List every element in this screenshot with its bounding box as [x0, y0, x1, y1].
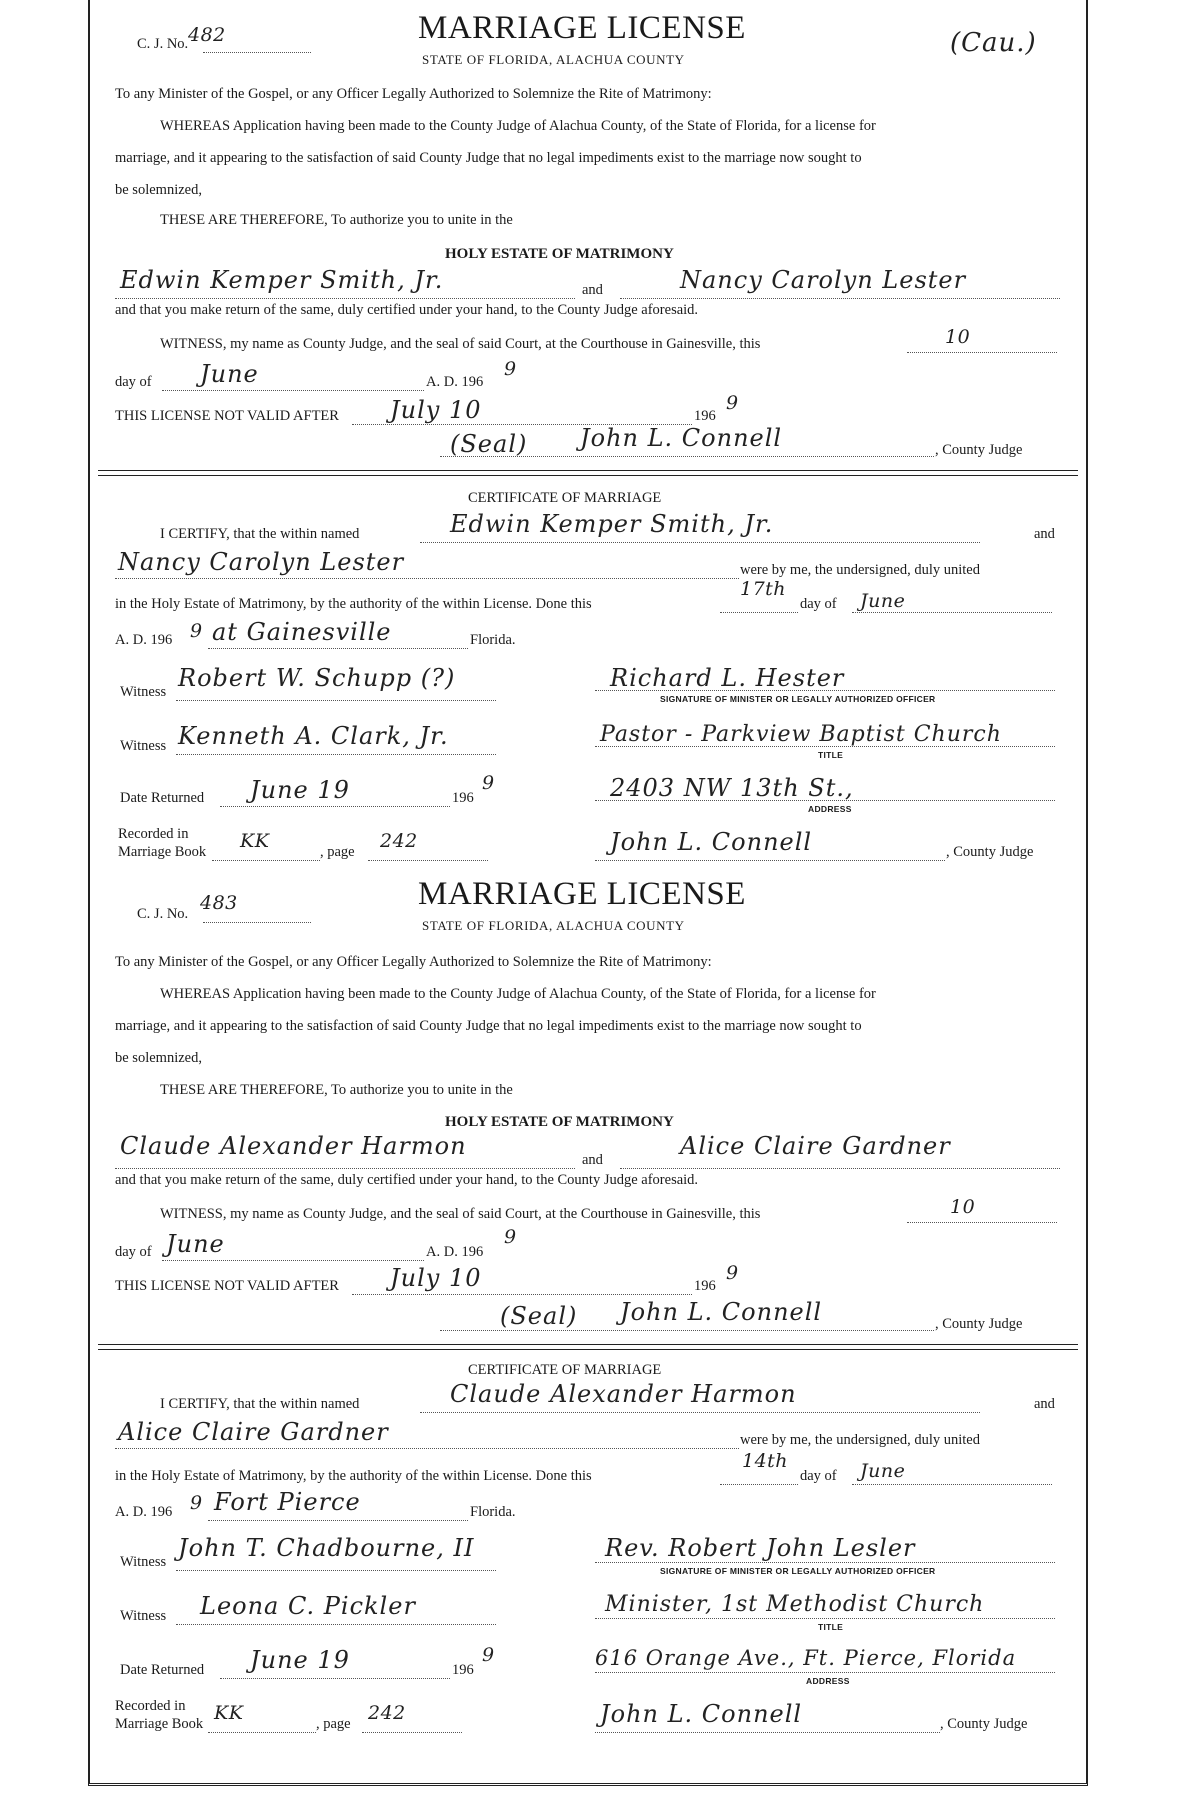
- page-label: , page: [320, 844, 355, 860]
- returned-date: June 19: [250, 776, 350, 804]
- florida-label: Florida.: [470, 1504, 516, 1520]
- officer-label: SIGNATURE OF MINISTER OR LEGALLY AUTHORIZED OFFICER: [660, 1566, 936, 1576]
- recorder-signature: John L. Connell: [610, 828, 813, 856]
- return-line: and that you make return of the same, duly certified under your hand, to the County Judge aforesaid.: [115, 1172, 699, 1188]
- title-label: TITLE: [818, 1622, 844, 1632]
- holy-estate-line: in the Holy Estate of Matrimony, by the authority of the within License. Done this: [115, 596, 592, 612]
- and-word: and: [582, 1152, 603, 1168]
- officer-address: 2403 NW 13th St.,: [610, 774, 854, 802]
- certificate-title: CERTIFICATE OF MARRIAGE: [468, 490, 662, 506]
- certify-label: I CERTIFY, that the within named: [160, 526, 360, 542]
- done-year-digit: 9: [190, 620, 203, 642]
- witness-label-2: Witness: [120, 1608, 167, 1624]
- county-judge-label-2: , County Judge: [940, 1716, 1028, 1732]
- officer-signature: Richard L. Hester: [610, 664, 845, 692]
- and-word-cert: and: [1034, 526, 1055, 542]
- done-place: Fort Pierce: [214, 1488, 361, 1516]
- whereas-line-1: WHEREAS Application having been made to the County Judge of Alachua County, of the State of Florida, for a license for: [160, 118, 876, 134]
- day-of-label: day of: [115, 1244, 152, 1260]
- not-valid-label: THIS LICENSE NOT VALID AFTER: [115, 1278, 339, 1294]
- marriage-book-label: Marriage Book: [118, 844, 207, 860]
- officer-title: Minister, 1st Methodist Church: [605, 1592, 985, 1617]
- returned-date: June 19: [250, 1646, 350, 1674]
- cj-number: 482: [188, 24, 226, 46]
- book-value: KK: [240, 830, 270, 852]
- officer-signature: Rev. Robert John Lesler: [605, 1534, 916, 1562]
- returned-year-label: 196: [452, 790, 474, 806]
- united-label: were by me, the undersigned, duly united: [740, 1432, 980, 1448]
- issue-year-digit: 9: [504, 358, 517, 380]
- address-label: ADDRESS: [806, 1676, 850, 1686]
- issue-day: 10: [945, 326, 971, 348]
- marriage-book-label: Marriage Book: [115, 1716, 204, 1732]
- cert-groom-name: Claude Alexander Harmon: [450, 1380, 797, 1408]
- returned-year-label: 196: [452, 1662, 474, 1678]
- done-month: June: [860, 1460, 906, 1482]
- witness-label-1: Witness: [120, 684, 167, 700]
- county-judge-label: , County Judge: [935, 1316, 1023, 1332]
- county-judge-label: , County Judge: [935, 442, 1023, 458]
- section-divider: [98, 1344, 1078, 1350]
- issue-year-digit: 9: [504, 1226, 517, 1248]
- bride-name: Nancy Carolyn Lester: [680, 266, 967, 294]
- done-day: 14th: [742, 1450, 789, 1472]
- license-title: MARRIAGE LICENSE: [418, 10, 746, 46]
- address-line: To any Minister of the Gospel, or any Officer Legally Authorized to Solemnize the Rite of Matrimony:: [115, 954, 712, 970]
- holy-estate-line: in the Holy Estate of Matrimony, by the authority of the within License. Done this: [115, 1468, 592, 1484]
- groom-name: Edwin Kemper Smith, Jr.: [120, 266, 444, 294]
- holy-estate-heading: HOLY ESTATE OF MATRIMONY: [445, 1114, 674, 1130]
- returned-year-digit: 9: [482, 1644, 495, 1666]
- whereas-line-2: marriage, and it appearing to the satisfaction of said County Judge that no legal impediments exist to the marriage now sought to: [115, 150, 862, 166]
- recorded-label: Recorded in: [118, 826, 189, 842]
- ad-label-2: A. D. 196: [115, 632, 173, 648]
- therefore-line: THESE ARE THEREFORE, To authorize you to unite in the: [160, 212, 513, 228]
- page-number: 242: [380, 830, 418, 852]
- and-word-cert: and: [1034, 1396, 1055, 1412]
- witness-2-signature: Kenneth A. Clark, Jr.: [178, 722, 449, 750]
- not-valid-year-label: 196: [694, 1278, 716, 1294]
- issue-month: June: [166, 1230, 225, 1258]
- day-of-label: day of: [115, 374, 152, 390]
- date-returned-label: Date Returned: [120, 790, 205, 806]
- cert-bride-name: Nancy Carolyn Lester: [118, 548, 405, 576]
- officer-address: 616 Orange Ave., Ft. Pierce, Florida: [595, 1646, 1017, 1670]
- issue-day: 10: [950, 1196, 976, 1218]
- witness-1-signature: Robert W. Schupp (?): [178, 664, 456, 692]
- ad-label-2: A. D. 196: [115, 1504, 173, 1520]
- witness-label-1: Witness: [120, 1554, 167, 1570]
- therefore-line: THESE ARE THEREFORE, To authorize you to unite in the: [160, 1082, 513, 1098]
- day-of-label-2: day of: [800, 1468, 837, 1484]
- page-number: 242: [368, 1702, 406, 1724]
- florida-label: Florida.: [470, 632, 516, 648]
- document-page: [88, 0, 1088, 1786]
- book-value: KK: [214, 1702, 244, 1724]
- whereas-line-1: WHEREAS Application having been made to the County Judge of Alachua County, of the State of Florida, for a license for: [160, 986, 876, 1002]
- officer-title: Pastor - Parkview Baptist Church: [600, 722, 1002, 747]
- day-of-label-2: day of: [800, 596, 837, 612]
- bride-name: Alice Claire Gardner: [680, 1132, 951, 1160]
- cert-bride-name: Alice Claire Gardner: [118, 1418, 389, 1446]
- cj-label: C. J. No.: [137, 906, 189, 922]
- license-title: MARRIAGE LICENSE: [418, 876, 746, 912]
- whereas-line-2: marriage, and it appearing to the satisfaction of said County Judge that no legal impediments exist to the marriage now sought to: [115, 1018, 862, 1034]
- witness-label-2: Witness: [120, 738, 167, 754]
- ad-label: A. D. 196: [426, 374, 484, 390]
- address-line: To any Minister of the Gospel, or any Officer Legally Authorized to Solemnize the Rite of Matrimony:: [115, 86, 712, 102]
- recorder-signature: John L. Connell: [600, 1700, 803, 1728]
- cj-label: C. J. No.: [137, 36, 189, 52]
- seal-text: (Seal): [450, 430, 528, 458]
- and-word: and: [582, 282, 603, 298]
- issue-month: June: [200, 360, 259, 388]
- done-year-digit: 9: [190, 1492, 203, 1514]
- recorded-label: Recorded in: [115, 1698, 186, 1714]
- done-day: 17th: [740, 578, 787, 600]
- date-returned-label: Date Returned: [120, 1662, 205, 1678]
- whereas-line-3: be solemnized,: [115, 182, 202, 198]
- not-valid-date: July 10: [390, 396, 482, 424]
- witness-1-signature: John T. Chadbourne, II: [178, 1534, 475, 1562]
- state-line: STATE OF FLORIDA, ALACHUA COUNTY: [422, 52, 685, 67]
- county-judge-label-2: , County Judge: [946, 844, 1034, 860]
- whereas-line-3: be solemnized,: [115, 1050, 202, 1066]
- done-month: June: [860, 590, 906, 612]
- not-valid-year-digit: 9: [726, 392, 739, 414]
- witness-line: WITNESS, my name as County Judge, and the seal of said Court, at the Courthouse in Gainesville, this: [160, 336, 761, 352]
- done-place: at Gainesville: [212, 618, 392, 646]
- judge-signature: John L. Connell: [580, 424, 783, 452]
- not-valid-year-label: 196: [694, 408, 716, 424]
- not-valid-date: July 10: [390, 1264, 482, 1292]
- cert-groom-name: Edwin Kemper Smith, Jr.: [450, 510, 774, 538]
- returned-year-digit: 9: [482, 772, 495, 794]
- cj-number: 483: [200, 892, 238, 914]
- state-line: STATE OF FLORIDA, ALACHUA COUNTY: [422, 918, 685, 933]
- section-divider: [98, 470, 1078, 476]
- ad-label: A. D. 196: [426, 1244, 484, 1260]
- seal-text: (Seal): [500, 1302, 578, 1330]
- judge-signature: John L. Connell: [620, 1298, 823, 1326]
- return-line: and that you make return of the same, duly certified under your hand, to the County Judge aforesaid.: [115, 302, 699, 318]
- certify-label: I CERTIFY, that the within named: [160, 1396, 360, 1412]
- united-label: were by me, the undersigned, duly united: [740, 562, 980, 578]
- certificate-title: CERTIFICATE OF MARRIAGE: [468, 1362, 662, 1378]
- holy-estate-heading: HOLY ESTATE OF MATRIMONY: [445, 246, 674, 262]
- groom-name: Claude Alexander Harmon: [120, 1132, 467, 1160]
- address-label: ADDRESS: [808, 804, 852, 814]
- officer-label: SIGNATURE OF MINISTER OR LEGALLY AUTHORIZED OFFICER: [660, 694, 936, 704]
- corner-note: (Cau.): [950, 28, 1037, 58]
- title-label: TITLE: [818, 750, 844, 760]
- not-valid-label: THIS LICENSE NOT VALID AFTER: [115, 408, 339, 424]
- witness-line: WITNESS, my name as County Judge, and the seal of said Court, at the Courthouse in Gainesville, this: [160, 1206, 761, 1222]
- witness-2-signature: Leona C. Pickler: [200, 1592, 416, 1620]
- not-valid-year-digit: 9: [726, 1262, 739, 1284]
- page-label: , page: [316, 1716, 351, 1732]
